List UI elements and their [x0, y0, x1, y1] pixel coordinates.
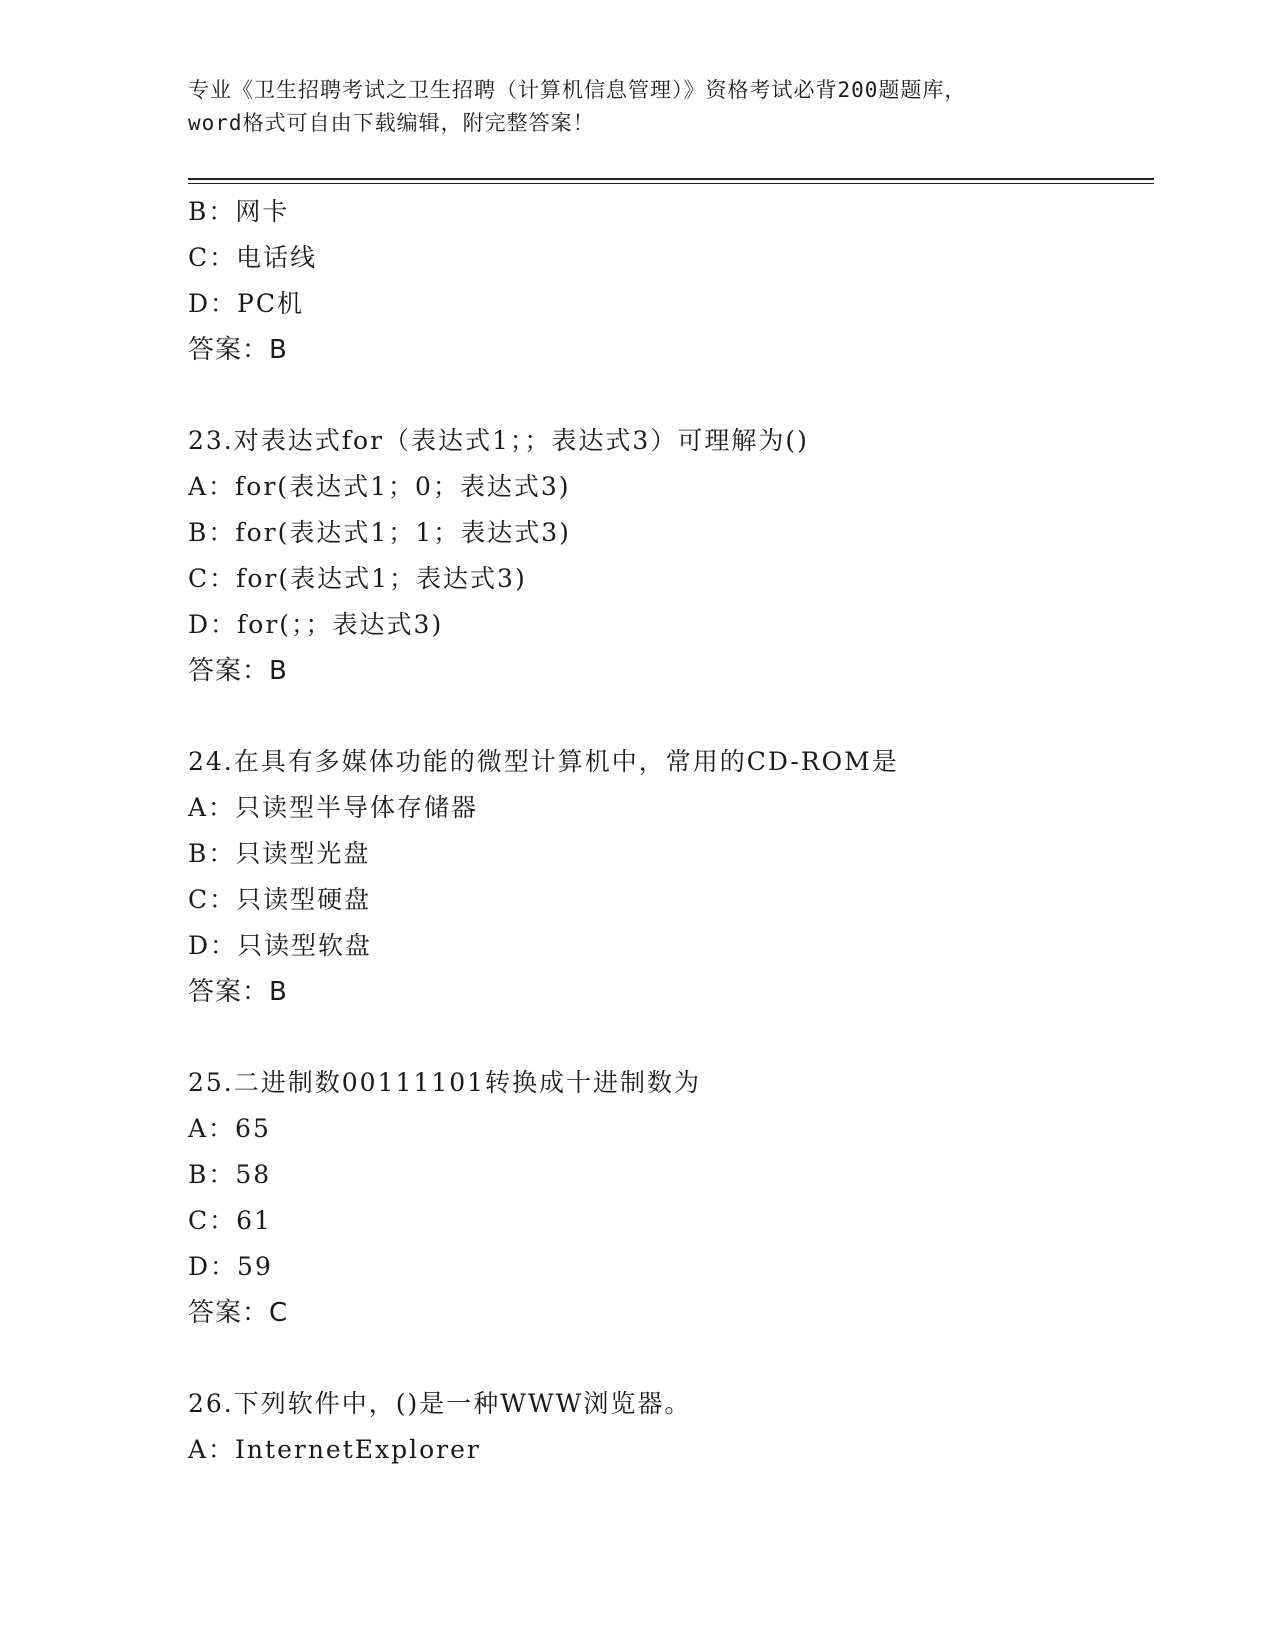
answer-line: 答案：C: [188, 1298, 289, 1328]
option-d: D：59: [188, 1252, 273, 1281]
header-rule-thick: [188, 178, 1154, 180]
answer-line: 答案：B: [188, 656, 288, 686]
option-d: D：for(；；表达式3): [188, 610, 444, 639]
option-c: C：电话线: [188, 243, 318, 272]
question-26: 26.下列软件中，()是一种WWW浏览器。: [188, 1389, 692, 1418]
answer-line: 答案：B: [188, 335, 288, 365]
spacer: [188, 1015, 1148, 1060]
option-b: B：网卡: [188, 197, 290, 226]
option-b: B：只读型光盘: [188, 839, 371, 868]
option-c: C：61: [188, 1206, 272, 1235]
question-23: 23.对表达式for（表达式1；；表达式3）可理解为(): [188, 426, 809, 455]
option-b: B：for(表达式1；1；表达式3): [188, 518, 571, 547]
document-header: [188, 74, 1088, 140]
question-25: 25.二进制数00111101转换成十进制数为: [188, 1068, 702, 1097]
answer-line: 答案：B: [188, 977, 288, 1007]
spacer: [188, 694, 1148, 739]
option-c: C：for(表达式1；表达式3): [188, 564, 527, 593]
question-24: 24.在具有多媒体功能的微型计算机中，常用的CD-ROM是: [188, 747, 899, 776]
header-title-line: 专业《卫生招聘考试之卫生招聘（计算机信息管理）》资格考试必背200题题库，: [188, 78, 967, 102]
option-c: C：只读型硬盘: [188, 885, 372, 914]
header-subtitle-line: word格式可自由下载编辑，附完整答案！: [188, 111, 595, 135]
option-a: A：65: [188, 1114, 271, 1143]
option-a: A：只读型半导体存储器: [188, 793, 479, 822]
header-rule-thin: [188, 183, 1154, 184]
spacer: [188, 1336, 1148, 1381]
question-list: [188, 189, 1148, 1473]
option-d: D：只读型软盘: [188, 931, 373, 960]
option-b: B：58: [188, 1160, 272, 1189]
option-a: A：InternetExplorer: [188, 1435, 481, 1464]
option-a: A：for(表达式1；0；表达式3): [188, 472, 571, 501]
option-d: D：PC机: [188, 289, 304, 318]
spacer: [188, 373, 1148, 418]
